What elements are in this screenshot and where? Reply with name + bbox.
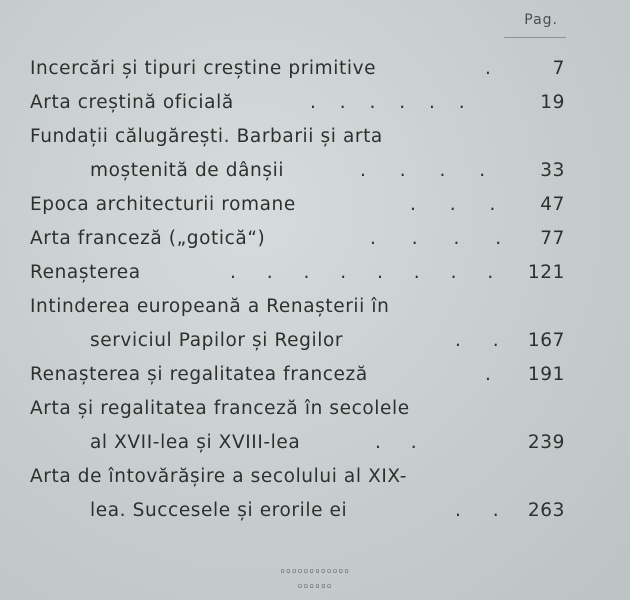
- decorative-ornament: ▫▫▫▫▫▫▫▫▫▫▫▫: [280, 566, 350, 575]
- toc-entry: [30, 358, 575, 392]
- toc-page-number: 77: [540, 228, 565, 249]
- toc-entry-continuation: [30, 426, 575, 460]
- toc-page-number: 263: [527, 500, 565, 521]
- toc-leader: . . . .: [370, 228, 502, 249]
- toc-leader: .: [485, 58, 491, 79]
- toc-entry: [30, 86, 575, 120]
- toc-leader: . .: [455, 330, 499, 351]
- toc-entry-title: Fundații călugărești. Barbarii și arta: [30, 126, 383, 147]
- toc-entry: [30, 290, 575, 324]
- toc-entry: [30, 460, 575, 494]
- heading-rule: [504, 37, 566, 38]
- toc-page-number: 121: [527, 262, 565, 283]
- toc-entry: [30, 188, 575, 222]
- toc-entry-title: Arta creștină oficială: [30, 92, 234, 113]
- toc-page-number: 191: [527, 364, 565, 385]
- toc-page-number: 7: [552, 58, 565, 79]
- toc-entry-title: Arta franceză („gotică“): [30, 228, 266, 249]
- toc-entry-title: lea. Succesele și erorile ei: [90, 500, 348, 521]
- toc-entry-title: Intinderea europeană a Renașterii în: [30, 296, 390, 317]
- toc-page-number: 239: [527, 432, 565, 453]
- toc-entry-continuation: [30, 324, 575, 358]
- toc-entry-title: Arta și regalitatea franceză în secolele: [30, 398, 410, 419]
- toc-leader: .: [485, 364, 491, 385]
- toc-entry: [30, 120, 575, 154]
- toc-entry-title: al XVII-lea și XVIII-lea: [90, 432, 301, 453]
- toc-leader: . . . .: [360, 160, 486, 181]
- toc-entry-title: serviciul Papilor și Regilor: [90, 330, 344, 351]
- decorative-ornament: ▫▫▫▫▫▫: [297, 581, 333, 590]
- toc-page-number: 47: [540, 194, 565, 215]
- table-of-contents: [30, 52, 575, 528]
- toc-leader: . .: [455, 500, 499, 521]
- toc-page-number: 19: [540, 92, 565, 113]
- toc-entry-title: Arta de întovărășire a secolului al XIX-: [30, 466, 408, 487]
- toc-entry: [30, 256, 575, 290]
- toc-page-number: 33: [540, 160, 565, 181]
- toc-leader: . . . . . . . .: [230, 262, 494, 283]
- toc-leader: . . .: [410, 194, 496, 215]
- toc-entry-title: Incercări și tipuri creștine primitive: [30, 58, 377, 79]
- toc-entry: [30, 222, 575, 256]
- toc-page-number: 167: [527, 330, 565, 351]
- toc-entry-title: moștenită de dânșii: [90, 160, 285, 181]
- toc-entry: [30, 52, 575, 86]
- toc-entry-continuation: [30, 154, 575, 188]
- toc-entry-title: Renașterea: [30, 262, 141, 283]
- toc-entry-continuation: [30, 494, 575, 528]
- toc-leader: . . . . . .: [310, 92, 465, 113]
- toc-entry-title: Renașterea și regalitatea franceză: [30, 364, 368, 385]
- toc-entry: [30, 392, 575, 426]
- page-column-heading: Pag.: [524, 12, 558, 28]
- toc-entry-title: Epoca architecturii romane: [30, 194, 296, 215]
- toc-leader: . .: [375, 432, 417, 453]
